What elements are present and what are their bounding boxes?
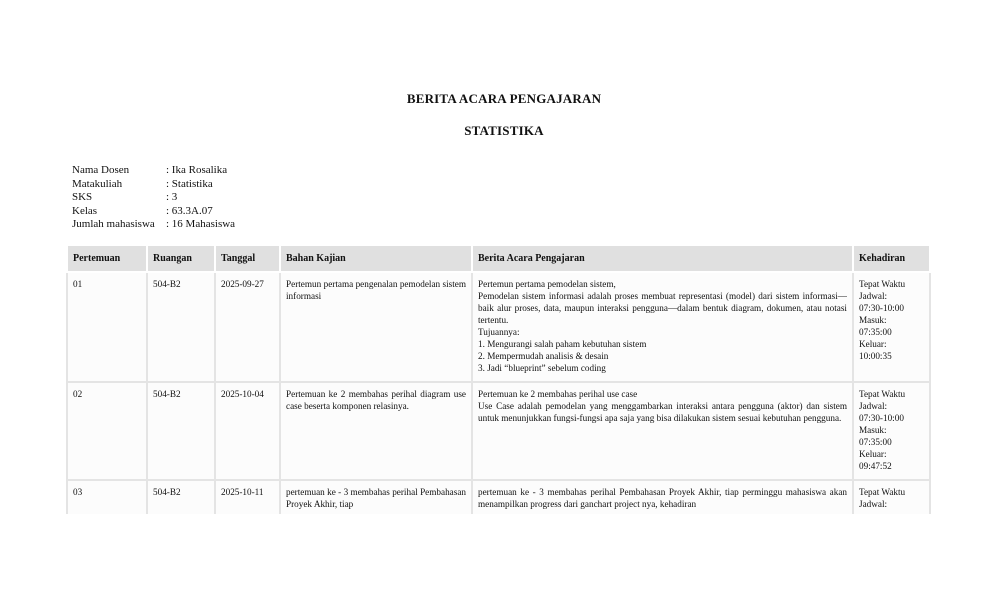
info-row-sks [72,191,235,205]
cell-berita-acara [472,272,853,382]
info-row-jumlah [72,218,235,232]
berita-line: Pertemuan ke 2 membahas perihal use case [478,389,638,399]
info-value: : 16 Mahasiswa [166,218,236,231]
info-value: : 3 [166,191,178,204]
column-header-bahan-kajian: Bahan Kajian [280,245,472,272]
cell-kehadiran [853,480,930,514]
info-row-matakuliah [72,178,235,192]
info-label: SKS [72,191,93,204]
table-row [67,480,930,514]
info-value: : Statistika [166,177,213,190]
table-header-row [67,245,930,272]
cell-tanggal: 2025-09-27 [215,272,280,382]
info-label: Jumlah mahasiswa [72,218,155,231]
table-row [67,272,930,382]
cell-pertemuan: 03 [67,480,147,514]
column-header-ruangan: Ruangan [147,245,215,272]
column-header-tanggal: Tanggal [215,245,280,272]
cell-tanggal: 2025-10-11 [215,480,280,514]
table-row [67,382,930,480]
kehadiran-line: 09:47:52 [859,461,892,471]
course-info [72,164,235,232]
column-header-kehadiran: Kehadiran [853,245,930,272]
info-row-kelas [72,205,235,219]
kehadiran-status: Tepat Waktu [859,487,906,497]
table-container [64,242,931,514]
document-title: BERITA ACARA PENGAJARAN [406,91,602,106]
kehadiran-line: Masuk: [859,315,887,325]
cell-kehadiran [853,382,930,480]
cell-kehadiran [853,272,930,382]
kehadiran-line: Jadwal: [859,499,888,509]
berita-line: pertemuan ke - 3 membahas perihal Pembahasan Proyek Akhir, tiap perminggu mahasiswa akan menampilkan progress dari ganchart project nya, kehadiran [478,487,847,509]
kehadiran-line: Keluar: [859,339,887,349]
info-label: Kelas [72,204,98,217]
berita-line: 2. Mempermudah analisis & desain [478,351,609,361]
kehadiran-line: Jadwal: [859,291,888,301]
kehadiran-line: 07:35:00 [859,327,892,337]
berita-line: Use Case adalah pemodelan yang menggambarkan interaksi antara pengguna (aktor) dan sistem untuk menunjukkan fungsi-fungsi apa saja yang bisa dilakukan sistem sesuai kebutuhan pengguna. [478,401,847,423]
cell-bahan-kajian: pertemuan ke - 3 membahas perihal Pembahasan Proyek Akhir, tiap [280,480,472,514]
berita-line: 3. Jadi “blueprint” sebelum coding [478,363,606,373]
cell-ruangan: 504-B2 [147,382,215,480]
cell-berita-acara [472,480,853,514]
kehadiran-status: Tepat Waktu [859,389,906,399]
kehadiran-line: 07:35:00 [859,437,892,447]
cell-pertemuan: 01 [67,272,147,382]
cell-berita-acara [472,382,853,480]
berita-line: Pertemun pertama pemodelan sistem, [478,279,616,289]
info-label: Nama Dosen [72,164,130,176]
kehadiran-status: Tepat Waktu [859,279,906,289]
attendance-table [66,244,931,514]
kehadiran-line: Jadwal: [859,401,888,411]
info-value: : Ika Rosalika [166,164,228,176]
berita-line: 1. Mengurangi salah paham kebutuhan sistem [478,339,647,349]
cell-bahan-kajian: Pertemuan ke 2 membahas perihal diagram use case beserta komponen relasinya. [280,382,472,480]
document-subtitle: STATISTIKA [464,123,544,138]
info-row-dosen [72,164,235,178]
berita-line: Pemodelan sistem informasi adalah proses membuat representasi (model) dari sistem informasi—baik alur proses, data, maupun interaksi pengguna—dalam bentuk diagram, dokumen, atau notasi tertentu. [478,291,847,325]
kehadiran-line: 07:30-10:00 [859,413,904,423]
info-label: Matakuliah [72,177,123,190]
kehadiran-line: 07:30-10:00 [859,303,904,313]
info-value: : 63.3A.07 [166,204,213,217]
cell-tanggal: 2025-10-04 [215,382,280,480]
column-header-berita-acara: Berita Acara Pengajaran [472,245,853,272]
berita-line: Tujuannya: [478,327,520,337]
kehadiran-line: Keluar: [859,449,887,459]
cell-pertemuan: 02 [67,382,147,480]
kehadiran-line: Masuk: [859,425,887,435]
column-header-pertemuan: Pertemuan [67,245,147,272]
cell-bahan-kajian: Pertemun pertama pengenalan pemodelan sistem informasi [280,272,472,382]
cell-ruangan: 504-B2 [147,272,215,382]
kehadiran-line: 10:00:35 [859,351,892,361]
cell-ruangan: 504-B2 [147,480,215,514]
